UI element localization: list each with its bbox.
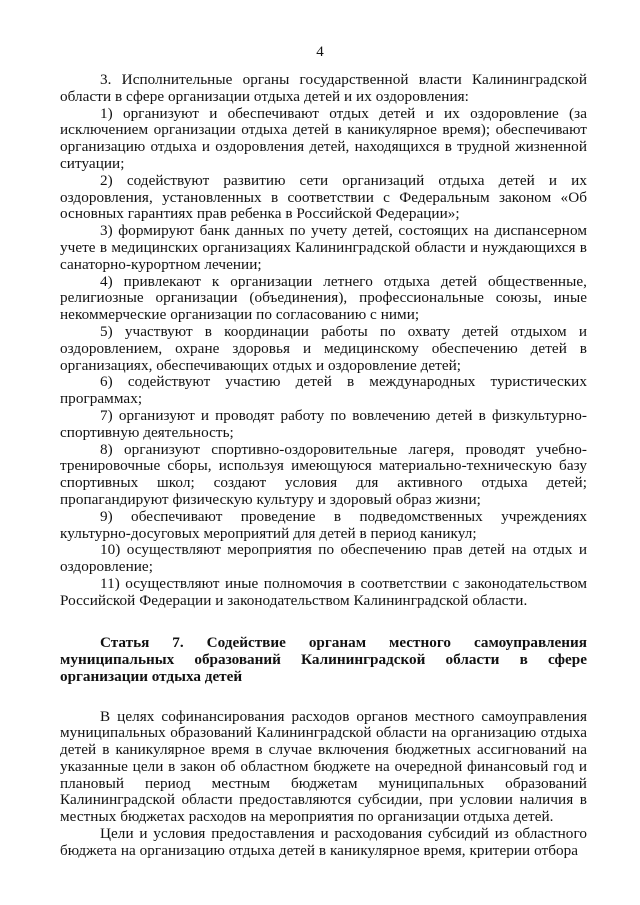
list-item: 9) обеспечивают проведение в подведомственных учреждениях культурно-досуговых мероприятий для детей в период каникул; bbox=[60, 507, 587, 542]
list-item: 1) организуют и обеспечивают отдых детей и их оздоровление (за исключением организации отдыха детей в каникулярное время); обеспечивают организацию отдыха и оздоровления детей, находящихся в трудной жизненной ситуации; bbox=[60, 104, 587, 172]
article-heading: Статья 7. Содействие органам местного самоуправления муниципальных образований Калининградской области в сфере организации отдыха детей bbox=[60, 633, 587, 685]
list-item: 4) привлекают к организации летнего отдыха детей общественные, религиозные организации (объединения), профессиональные союзы, иные некоммерческие организации по согласованию с ними; bbox=[60, 272, 587, 324]
paragraph-item-3-intro: 3. Исполнительные органы государственной власти Калининградской области в сфере организации отдыха детей и их оздоровления: bbox=[60, 71, 587, 105]
list-item: 11) осуществляют иные полномочия в соответствии с законодательством Российской Федерации и законодательством Калининградской области. bbox=[60, 574, 587, 609]
article-paragraph: В целях софинансирования расходов органов местного самоуправления муниципальных образований Калининградской области на организацию отдыха детей в каникулярное время в случае включения бюджетных ассигнований на указанные цели в закон об областном бюджете на очередной финансовый год и плановый период местным бюджетам муниципальных образований Калининградской области предоставляются субсидии, при условии наличия в местных бюджетах расходов на мероприятия по организации отдыха детей. bbox=[60, 707, 587, 826]
page-number: 4 bbox=[316, 44, 324, 60]
document-body bbox=[60, 72, 587, 860]
list-item: 7) организуют и проводят работу по вовлечению детей в физкультурно-спортивную деятельность; bbox=[60, 406, 587, 441]
article-paragraph: Цели и условия предоставления и расходования субсидий из областного бюджета на организацию отдыха детей в каникулярное время, критерии отбора bbox=[60, 825, 587, 859]
list-item: 8) организуют спортивно-оздоровительные лагеря, проводят учебно-тренировочные сборы, используя имеющуюся материально-техническую базу спортивных школ; создают условия для активного отдыха детей; пропагандируют физическую культуру и здоровый образ жизни; bbox=[60, 440, 587, 508]
list-item: 3) формируют банк данных по учету детей, состоящих на диспансерном учете в медицинских организациях Калининградской области и нуждающихся в санаторно-курортном лечении; bbox=[60, 222, 587, 273]
list-item: 5) участвуют в координации работы по охвату детей отдыхом и оздоровлением, охране здоровья и медицинскому обеспечению детей в организациях, обеспечивающих отдых и оздоровление детей; bbox=[60, 322, 587, 374]
list-item: 10) осуществляют мероприятия по обеспечению прав детей на отдых и оздоровление; bbox=[60, 541, 587, 576]
list-item: 2) содействуют развитию сети организаций отдыха детей и их оздоровления, установленных в соответствии с Федеральным законом «Об основных гарантиях прав ребенка в Российской Федерации»; bbox=[60, 171, 587, 223]
list-item: 6) содействуют участию детей в международных туристических программах; bbox=[60, 373, 587, 408]
